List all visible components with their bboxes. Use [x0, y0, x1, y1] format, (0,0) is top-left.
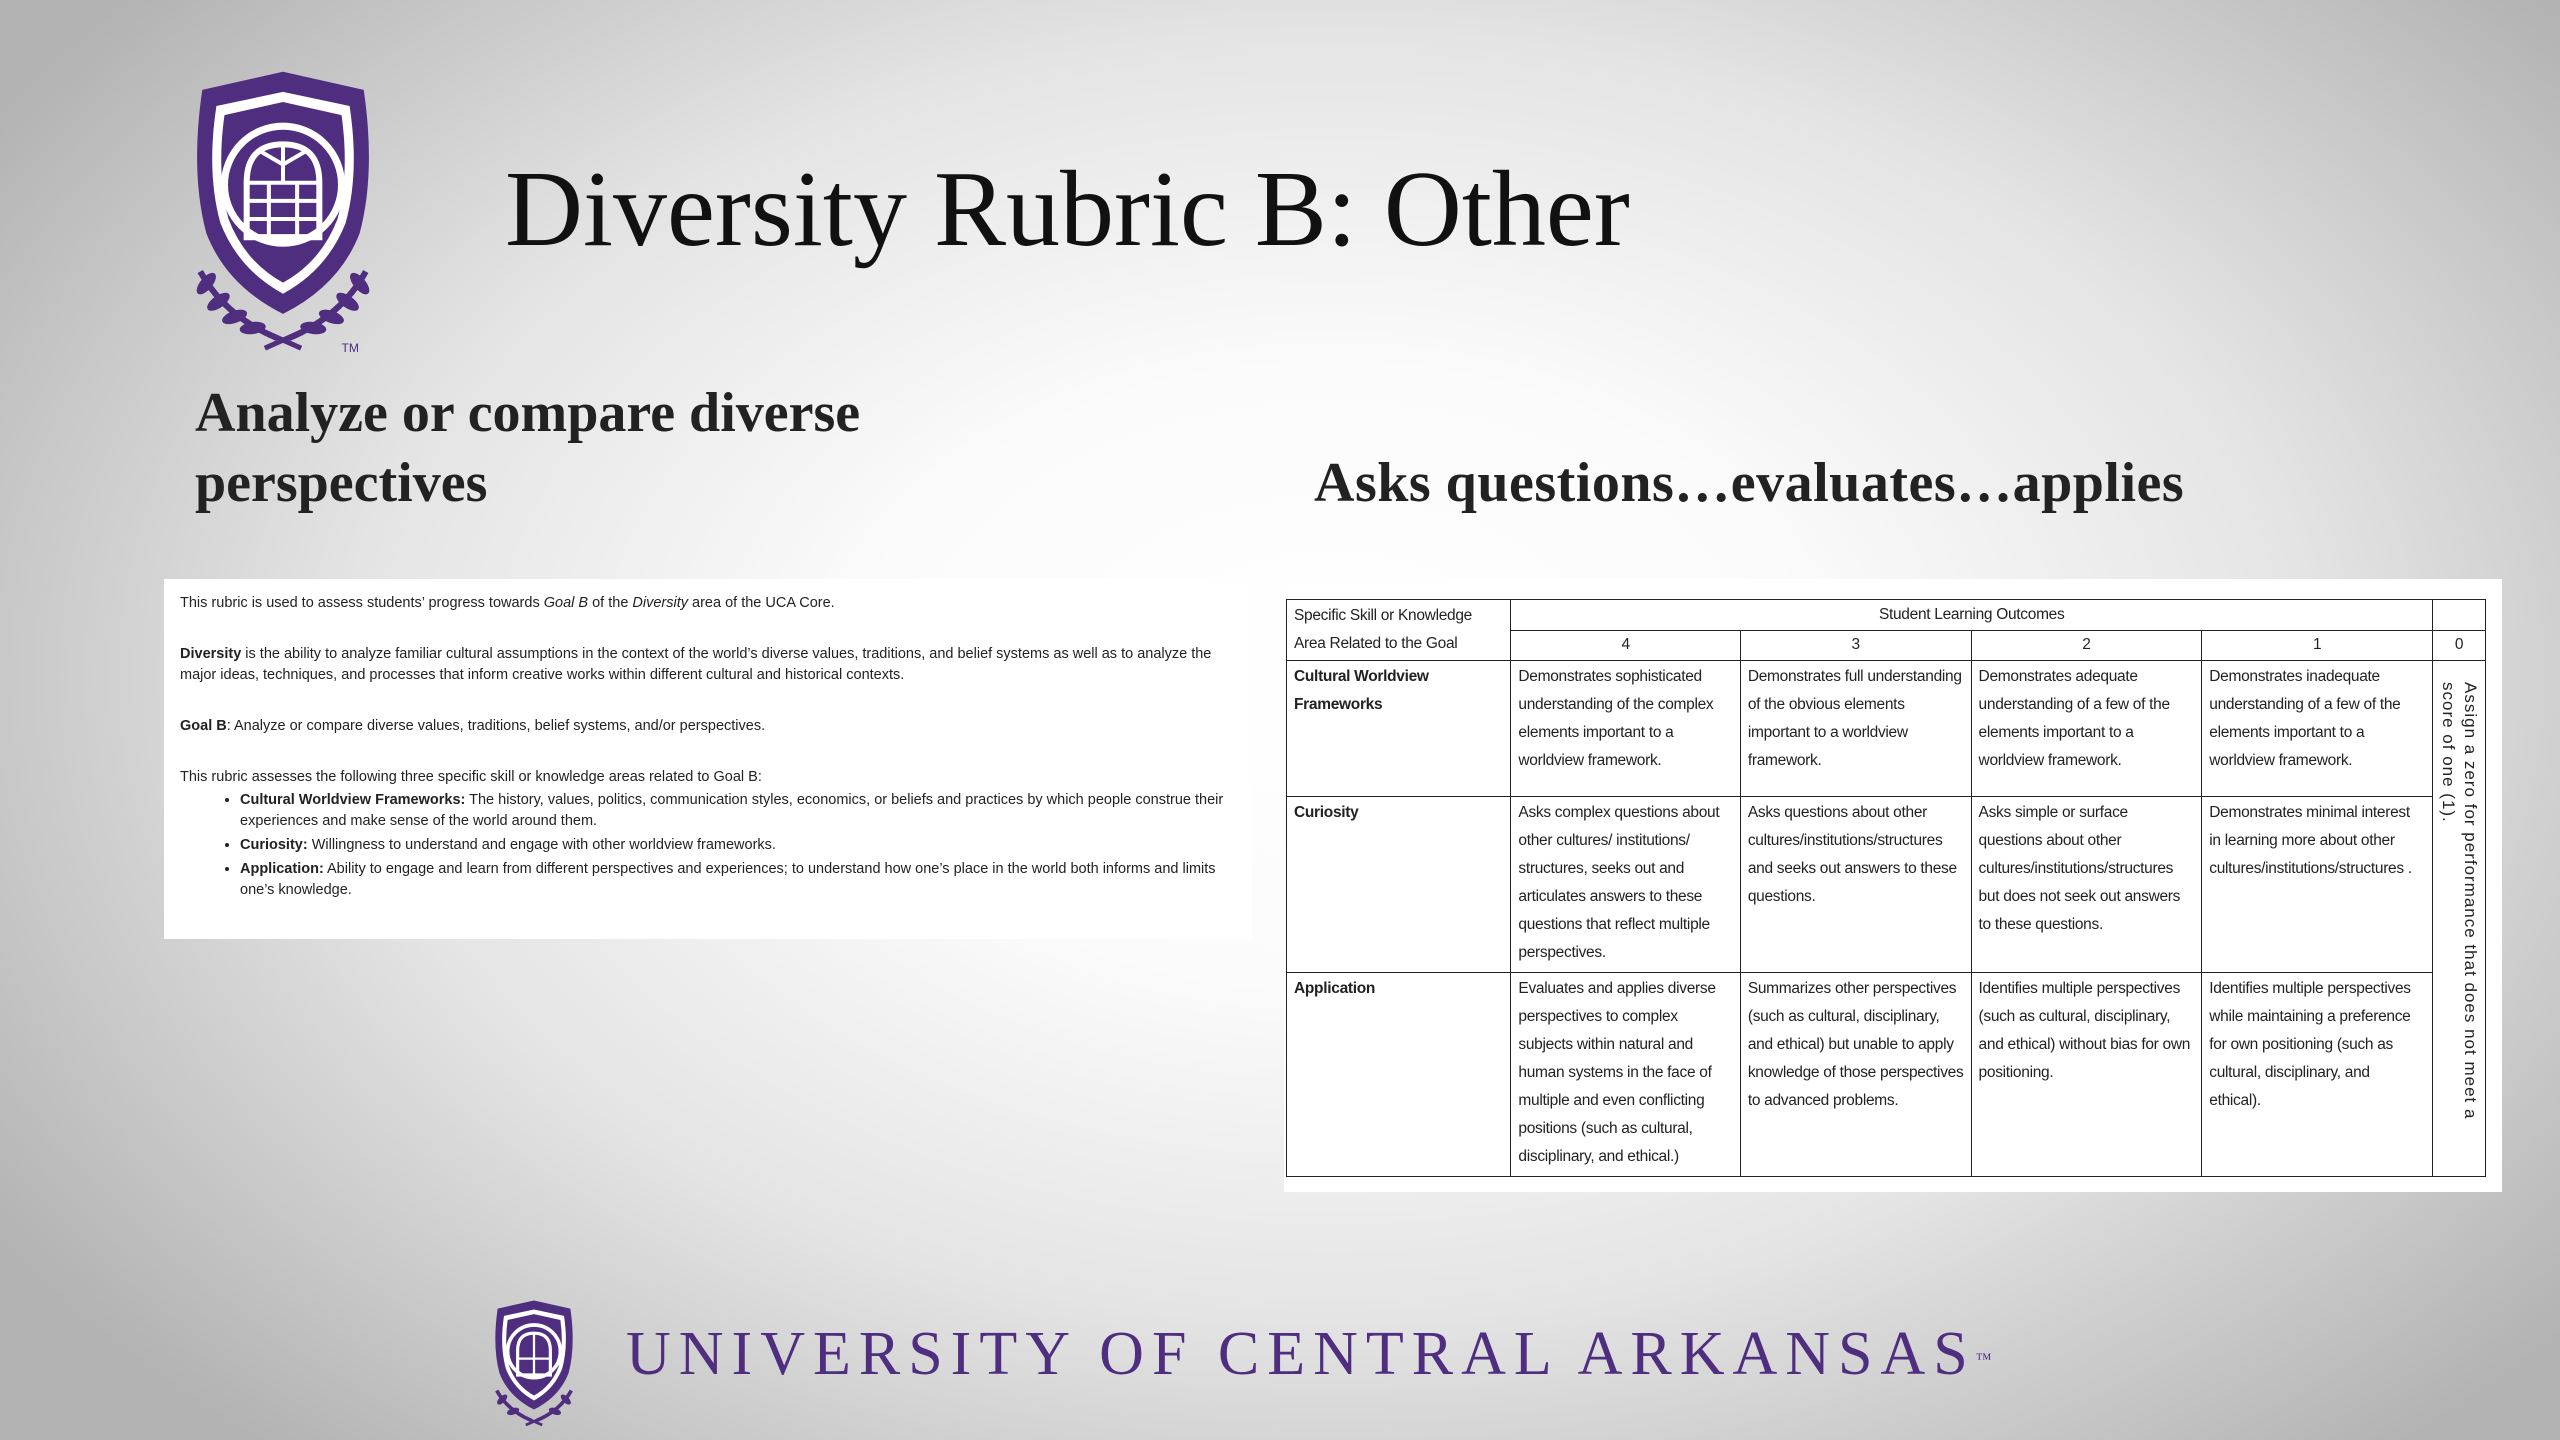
empty-header-cell — [2432, 600, 2485, 631]
slide-title: Diversity Rubric B: Other — [505, 150, 1630, 269]
table-cell: Asks questions about other cultures/institutions/structures and seeks out answers to these questions. — [1740, 797, 1971, 973]
table-cell: Demonstrates adequate understanding of a few of the elements important to a worldview framework. — [1971, 661, 2202, 797]
skill-cell: Application — [1287, 973, 1511, 1177]
table-row — [1287, 661, 2486, 797]
bullet-text: The history, values, politics, communication styles, economics, or beliefs and practices by which people construe their experiences and make sense of the world around them. — [240, 792, 1224, 829]
rubric-table-document — [1284, 579, 2502, 1192]
table-cell: Evaluates and applies diverse perspectives to complex subjects within natural and human systems in the face of multiple and even conflicting positions (such as cultural, disciplinary, and ethical.) — [1511, 973, 1740, 1177]
table-cell: Asks simple or surface questions about other cultures/institutions/structures but does not seek out answers to these questions. — [1971, 797, 2202, 973]
level-2-header: 2 — [1971, 630, 2202, 661]
university-wordmark — [626, 1314, 1991, 1394]
bullet-term: Application: — [240, 861, 324, 877]
definition-paragraph — [180, 644, 1236, 686]
subtitle-left: Analyze or compare diverse perspectives — [195, 382, 861, 514]
list-item — [240, 790, 1236, 832]
intro-text-mid: of the — [588, 595, 633, 611]
bullet-term: Cultural Worldview Frameworks: — [240, 792, 466, 808]
intro-text-end: area of the UCA Core. — [688, 595, 835, 611]
table-cell: Demonstrates sophisticated understanding of the complex elements important to a worldview framework. — [1511, 661, 1740, 797]
table-cell: Demonstrates inadequate understanding of a few of the elements important to a worldview framework. — [2202, 661, 2433, 797]
list-item — [240, 859, 1236, 901]
skill-cell: Cultural Worldview Frameworks — [1287, 661, 1511, 797]
intro-goal: Goal B — [543, 595, 589, 611]
level-0-header: 0 — [2432, 630, 2485, 661]
footer-crest-icon — [484, 1296, 584, 1434]
table-cell: Identifies multiple perspectives (such as cultural, disciplinary, and ethical) without bias for own positioning. — [1971, 973, 2202, 1177]
intro-paragraph — [180, 593, 1236, 614]
corner-header: Specific Skill or Knowledge Area Related to the Goal — [1287, 600, 1511, 661]
table-cell: Demonstrates full understanding of the obvious elements important to a worldview framework. — [1740, 661, 1971, 797]
level-1-header: 1 — [2202, 630, 2433, 661]
goal-paragraph — [180, 716, 1236, 737]
rubric-table — [1286, 599, 2486, 1177]
definition-term: Diversity — [180, 646, 242, 662]
zero-note: Assign a zero for performance that does not meet a score of one (1). — [2438, 681, 2480, 1119]
intro-area: Diversity — [632, 595, 689, 611]
table-row — [1287, 797, 2486, 973]
table-cell: Identifies multiple perspectives while maintaining a preference for own positioning (such as cultural, disciplinary, and ethical). — [2202, 973, 2433, 1177]
level-3-header: 3 — [1740, 630, 1971, 661]
footer-trademark: ™ — [1975, 1351, 1992, 1368]
list-item — [240, 835, 1236, 856]
bullet-term: Curiosity: — [240, 837, 308, 853]
skill-area-list — [180, 790, 1236, 901]
table-cell: Asks complex questions about other cultures/ institutions/ structures, seeks out and articulates answers to these questions that reflect multiple perspectives. — [1511, 797, 1740, 973]
table-header-row — [1287, 600, 2486, 631]
bullet-text: Ability to engage and learn from different perspectives and experiences; to understand how one’s place in the world both informs and limits one’s knowledge. — [240, 861, 1216, 898]
goal-label: Goal B — [180, 718, 227, 734]
outcomes-header: Student Learning Outcomes — [1511, 600, 2433, 631]
lead-paragraph: This rubric assesses the following three specific skill or knowledge areas related to Goal B: — [180, 769, 762, 785]
skill-cell: Curiosity — [1287, 797, 1511, 973]
uca-crest-logo-icon — [172, 62, 394, 368]
trademark-mark: TM — [341, 341, 359, 356]
definition-text: is the ability to analyze familiar cultural assumptions in the context of the world’s diverse values, traditions, and belief systems as well as to analyze the major ideas, techniques, and processes that inform creative works within different cultural and historical contexts. — [180, 646, 1212, 683]
subtitle-right: Asks questions…evaluates…applies — [1314, 452, 2185, 514]
level-4-header: 4 — [1511, 630, 1740, 661]
table-cell: Demonstrates minimal interest in learning more about other cultures/institutions/structures . — [2202, 797, 2433, 973]
table-row — [1287, 973, 2486, 1177]
zero-note-cell — [2432, 661, 2485, 1177]
goal-text: : Analyze or compare diverse values, traditions, belief systems, and/or perspectives. — [226, 718, 766, 734]
rubric-description-document — [164, 579, 1252, 939]
table-cell: Summarizes other perspectives (such as cultural, disciplinary, and ethical) but unable to apply knowledge of those perspectives to advanced problems. — [1740, 973, 1971, 1177]
university-name: UNIVERSITY OF CENTRAL ARKANSAS — [626, 1320, 1976, 1388]
bullet-text: Willingness to understand and engage with other worldview frameworks. — [307, 837, 776, 853]
intro-text: This rubric is used to assess students’ progress towards — [180, 595, 544, 611]
